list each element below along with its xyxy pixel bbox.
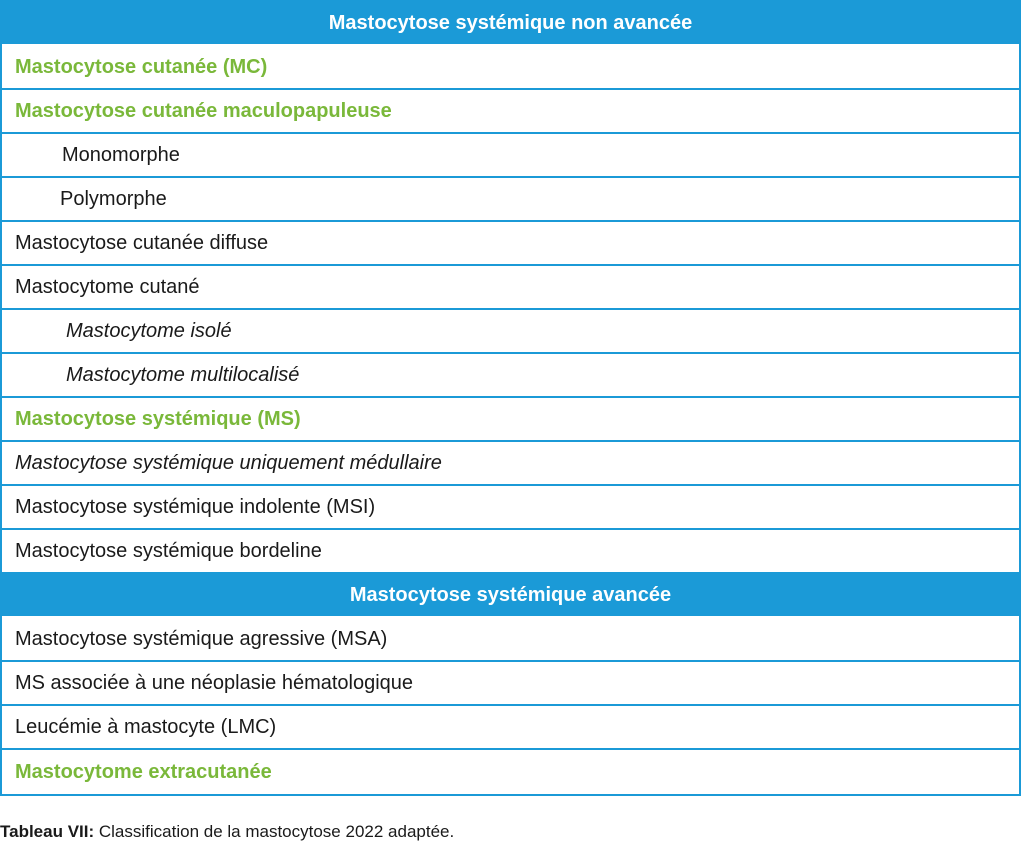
row-label: MS associée à une néoplasie hématologique <box>15 671 414 694</box>
caption-label: Tableau VII: <box>0 822 95 841</box>
table-row <box>2 398 1019 442</box>
row-label: Mastocytose systémique uniquement médullaire <box>15 451 442 474</box>
table-row <box>2 706 1019 750</box>
table-row <box>2 486 1019 530</box>
row-label: Mastocytose systémique bordeline <box>15 539 322 562</box>
table-row <box>2 442 1019 486</box>
row-label: Mastocytose cutanée diffuse <box>15 231 269 254</box>
table-row <box>2 222 1019 266</box>
row-label: Mastocytose cutanée maculopapuleuse <box>15 99 392 122</box>
header-label: Mastocytose systémique non avancée <box>328 11 693 34</box>
table-header-avancee <box>2 574 1019 618</box>
row-label: Mastocytose systémique (MS) <box>15 407 301 430</box>
table-row <box>2 134 1019 178</box>
table-row <box>2 266 1019 310</box>
table-caption <box>0 822 454 842</box>
table-row <box>2 354 1019 398</box>
row-label: Mastocytose cutanée (MC) <box>15 55 268 78</box>
row-label: Polymorphe <box>60 187 167 210</box>
row-label: Leucémie à mastocyte (LMC) <box>15 715 277 738</box>
row-label: Mastocytome isolé <box>66 319 232 342</box>
row-label: Mastocytome cutané <box>15 275 200 298</box>
header-label: Mastocytose systémique avancée <box>349 583 672 606</box>
table-row <box>2 662 1019 706</box>
row-label: Mastocytose systémique indolente (MSI) <box>15 495 376 518</box>
table-row <box>2 90 1019 134</box>
row-label: Mastocytose systémique agressive (MSA) <box>15 627 388 650</box>
row-label: Monomorphe <box>62 143 180 166</box>
table-row <box>2 310 1019 354</box>
caption-text: Classification de la mastocytose 2022 adaptée. <box>94 822 455 841</box>
table-header-non-avancee <box>2 2 1019 46</box>
table-row <box>2 178 1019 222</box>
table-row <box>2 750 1019 794</box>
table-row <box>2 530 1019 574</box>
row-label: Mastocytome extracutanée <box>15 760 272 783</box>
row-label: Mastocytome multilocalisé <box>66 363 300 386</box>
table-row <box>2 618 1019 662</box>
table-row <box>2 46 1019 90</box>
